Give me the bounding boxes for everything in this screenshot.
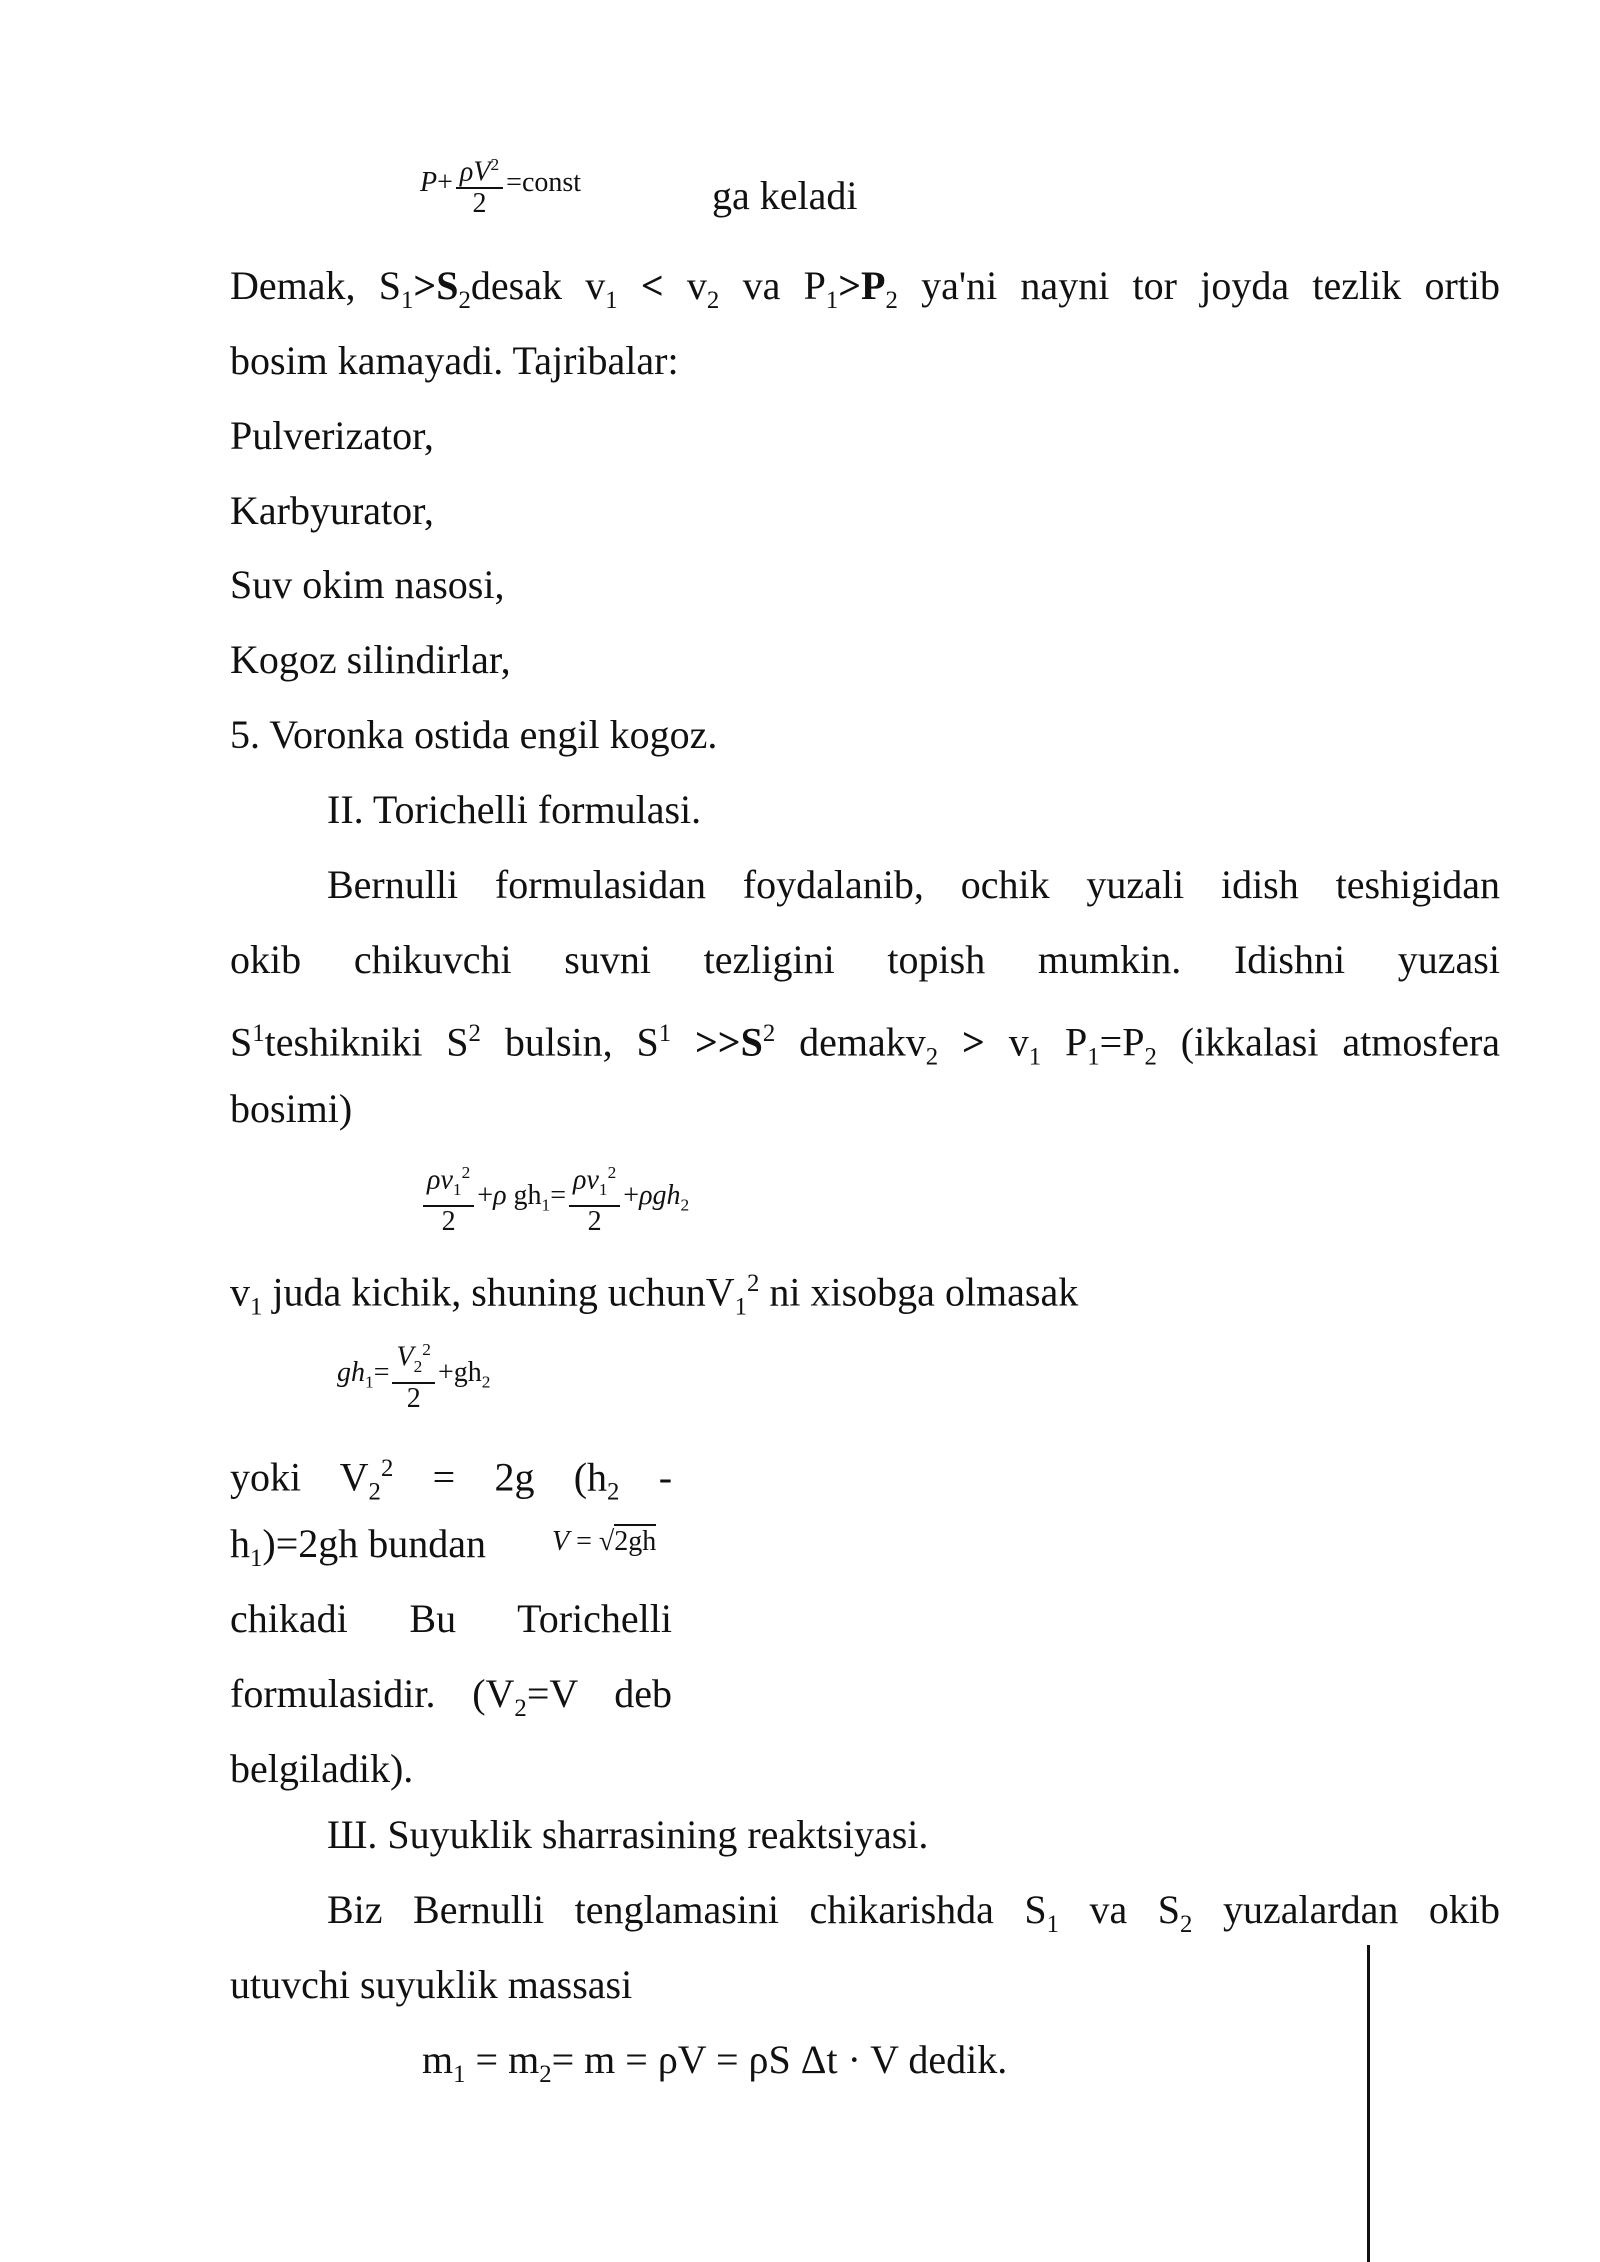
paragraph-biz-line-1: Biz Bernulli tenglamasini chikarishda $S_1$ va $S_2$ yuzalardan okib [327, 1887, 1501, 1938]
paragraph-bosim: bosim kamayadi. Tajribalar: [230, 338, 679, 383]
experiment-item: Pulverizator, [230, 413, 434, 458]
paragraph-chikadi: chikadi Bu Torichelli [230, 1596, 672, 1641]
experiment-item: 5. Voronka ostida engil kogoz. [230, 712, 718, 757]
formula-bernoulli-heights: $\frac{\rho v_1^2}{2}$ +ρ $gh_1=$ $\frac{\rho v_1^2}{2}$ +ρgh$_2$ [420, 1158, 689, 1237]
section-heading-reaction: Ш. Suyuklik sharrasining reaktsiyasi. [327, 1812, 929, 1857]
paragraph-biz-line-2: utuvchi suyuklik massasi [230, 1962, 633, 2007]
paragraph-demak: Demak, $S_1>S_2desak$ $v_1 < v_2$ va $P_1>P_2$ ya'ni nayni tor joyda tezlik ortib [230, 263, 1500, 314]
paragraph-yoki: yoki $V_2^2 = 2g$ ($h_2$ - [230, 1454, 673, 1506]
paragraph-bernulli-line-2: okib chikuvchi suvni tezligini topish mumkin. Idishni yuzasi [230, 937, 1500, 982]
paragraph-bernulli-line-1: Bernulli formulasidan foydalanib, ochik yuzali idish teshigidan [327, 862, 1500, 907]
paragraph-bernulli-line-3: $S^1teshikniki$ $S^2$ bulsin, $S^1 >>S^2$ demakv$_2$ > $v_1$ $P_1=P_2$ (ikkalasi atmosfera [230, 1019, 1501, 1071]
formula-gh1: $gh_1=$ $\frac{V_2^2}{2}$ $+gh_2$ [337, 1340, 491, 1414]
vertical-rule [1367, 1945, 1370, 2262]
paragraph-h1-bundan: $h_1)=2gh$ bundan [230, 1521, 487, 1572]
formula-mass: $m_1 = m_2= m = \rho V = \rho S$ Δt · V dedik. [422, 2037, 1008, 2088]
formula-torricelli-sqrt: V = √2gh [552, 1526, 657, 1557]
experiment-item: Suv okim nasosi, [230, 562, 505, 607]
experiment-item: Karbyurator, [230, 488, 434, 533]
section-heading-torichelli: II. Torichelli formulasi. [327, 787, 702, 832]
paragraph-v1-small: $v_1$ juda kichik, shuning uchunV$_1^2$ ni xisobga olmasak [230, 1269, 1079, 1321]
formula-bernoulli-const: P+ $\frac{\rho V^2}{2}$ =const [420, 155, 582, 220]
paragraph-formulasidir: formulasidir. ($V_2=V$ deb [230, 1671, 672, 1722]
paragraph-belgiladik: belgiladik). [230, 1746, 414, 1791]
experiment-item: Kogoz silindirlar, [230, 637, 511, 682]
formula-1-suffix: ga keladi [712, 173, 858, 218]
paragraph-bernulli-line-4: bosimi) [230, 1086, 353, 1131]
